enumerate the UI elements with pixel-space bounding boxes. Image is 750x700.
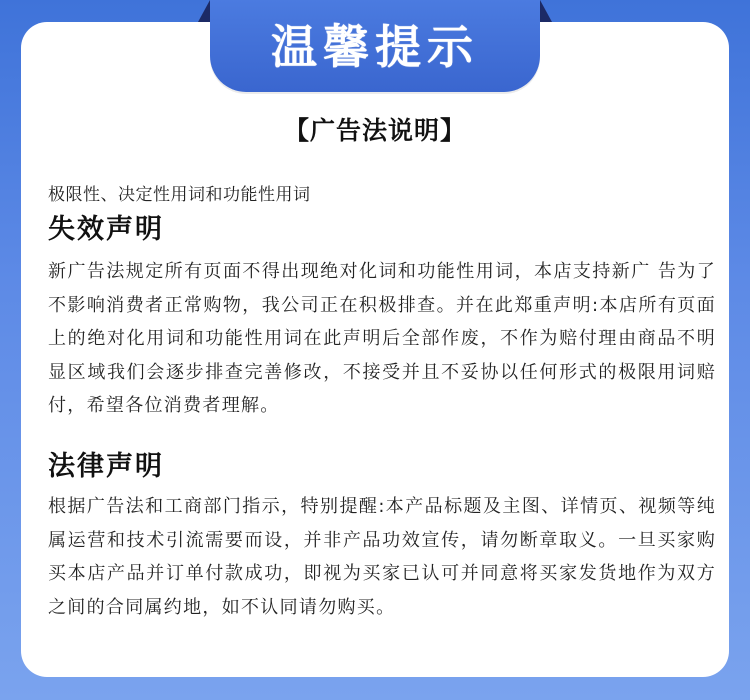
legal-paragraph: 根据广告法和工商部门指示，特别提醒:本产品标题及主图、详情页、视频等纯属运营和技术引流需要而设，并非产品功效宣传，请勿断章取义。一旦买家购买本店产品并订单付款成功，即视为买家已认可并同意将买家发货地作为双方之间的合同属约地，如不认同请勿购买。	[48, 496, 716, 618]
tab-left-fold	[198, 0, 210, 22]
banner-title: 温馨提示	[271, 20, 479, 74]
title-banner	[210, 0, 540, 92]
effect-paragraph: 新广告法规定所有页面不得出现绝对化词和功能性用词，本店支持新广 告为了不影响消费者正常购物，我公司正在积极排查。并在此郑重声明:本店所有页面上的绝对化用词和功能性用词在此声明后全部作废，不作为赔付理由商品不明显区域我们会逐步排查完善修改，不接受并且不妥协以任何形式的极限用词赔付，希望各位消费者理解。	[48, 261, 716, 416]
effect-heading: 失效声明	[48, 214, 164, 245]
subtitle: 极限性、决定性用词和功能性用词	[48, 185, 311, 205]
tab-right-fold	[540, 0, 552, 22]
section-title: 【广告法说明】	[283, 116, 466, 145]
legal-heading: 法律声明	[48, 451, 164, 482]
